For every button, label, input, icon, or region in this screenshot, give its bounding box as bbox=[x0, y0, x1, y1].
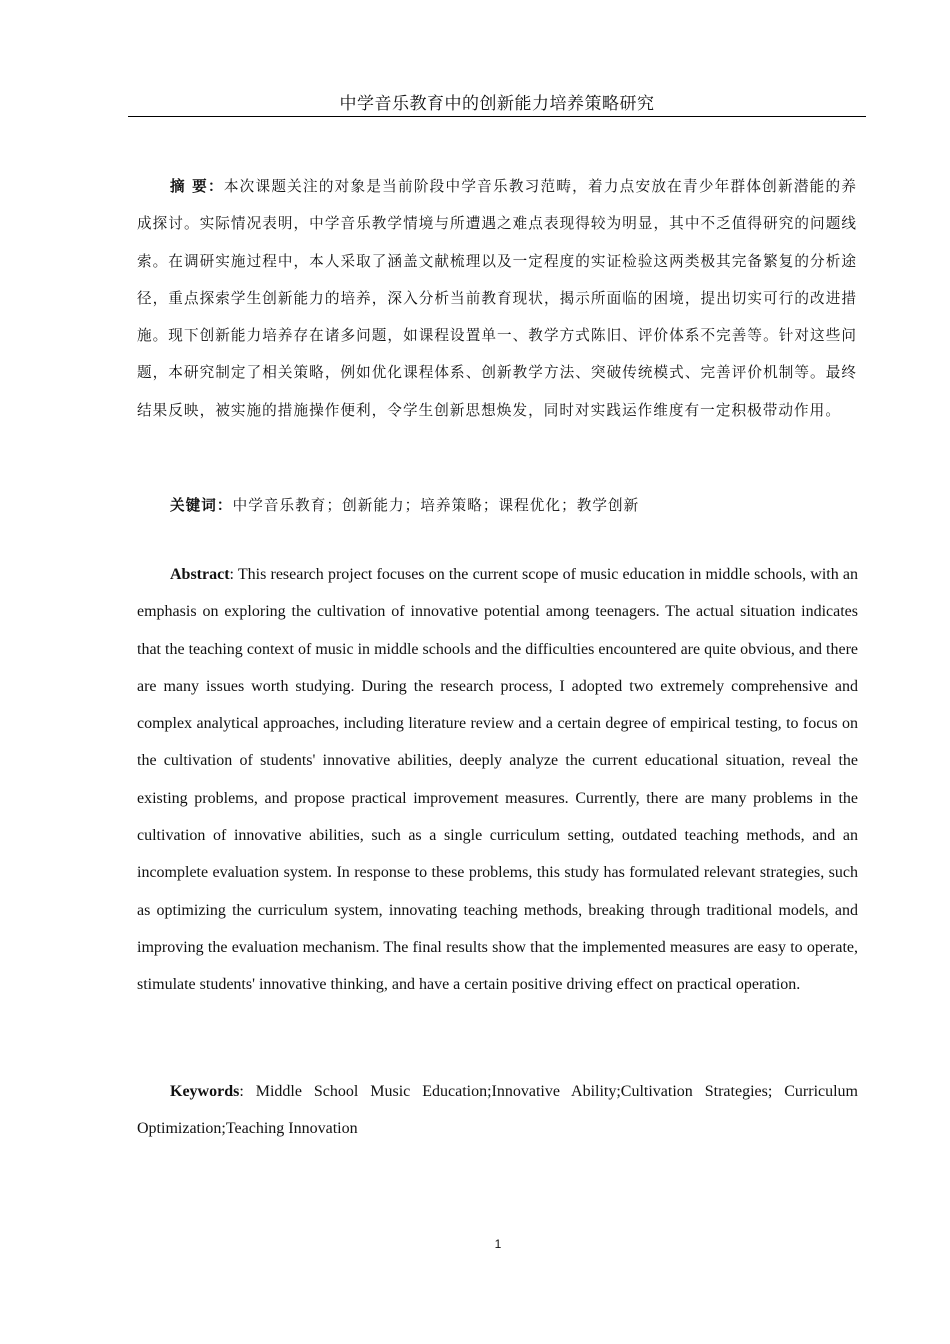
english-abstract bbox=[137, 556, 858, 1004]
chinese-abstract bbox=[137, 168, 857, 429]
chinese-abstract-label: 摘 要： bbox=[170, 178, 224, 195]
english-abstract-text: : This research project focuses on the current scope of music education in middle schools, with an emphasis on exploring the cultivation of innovative potential among teenagers. The actual situation indicates that the teaching context of music in middle schools and the difficulties encountered are quite obvious, and there are many issues worth studying. During the research process, I adopted two extremely comprehensive and complex analytical approaches, including literature review and a certain degree of empirical testing, to focus on the cultivation of students' innovative abilities, deeply analyze the current educational situation, reveal the existing problems, and propose practical improvement measures. Currently, there are many problems in the cultivation of innovative abilities, such as a single curriculum setting, outdated teaching methods, and an incomplete evaluation system. In response to these problems, this study has formulated relevant strategies, such as optimizing the curriculum system, innovating teaching methods, breaking through traditional models, and improving the evaluation mechanism. The final results show that the implemented measures are easy to operate, stimulate students' innovative thinking, and have a certain positive driving effect on practical operation. bbox=[137, 566, 858, 994]
chinese-keywords-text: 中学音乐教育；创新能力；培养策略；课程优化；教学创新 bbox=[232, 497, 640, 514]
english-keywords-text: : Middle School Music Education;Innovative Ability;Cultivation Strategies; Curriculum Optimization;Teaching Innovation bbox=[137, 1083, 858, 1138]
english-abstract-label: Abstract bbox=[170, 566, 230, 583]
page-header-title: 中学音乐教育中的创新能力培养策略研究 bbox=[128, 92, 866, 117]
chinese-abstract-text: 本次课题关注的对象是当前阶段中学音乐教习范畴，着力点安放在青少年群体创新潜能的养成探讨。实际情况表明，中学音乐教学情境与所遭遇之难点表现得较为明显，其中不乏值得研究的问题线索。在调研实施过程中，本人采取了涵盖文献梳理以及一定程度的实证检验这两类极其完备繁复的分析途径，重点探索学生创新能力的培养，深入分析当前教育现状，揭示所面临的困境，提出切实可行的改进措施。现下创新能力培养存在诸多问题，如课程设置单一、教学方式陈旧、评价体系不完善等。针对这些问题，本研究制定了相关策略，例如优化课程体系、创新教学方法、突破传统模式、完善评价机制等。最终结果反映，被实施的措施操作便利，令学生创新思想焕发，同时对实践运作维度有一定积极带动作用。 bbox=[137, 178, 857, 419]
page-number: 1 bbox=[494, 1237, 502, 1251]
chinese-keywords bbox=[137, 487, 857, 524]
english-keywords-label: Keywords bbox=[170, 1083, 240, 1100]
chinese-keywords-label: 关键词： bbox=[170, 497, 233, 514]
english-keywords bbox=[137, 1073, 858, 1148]
